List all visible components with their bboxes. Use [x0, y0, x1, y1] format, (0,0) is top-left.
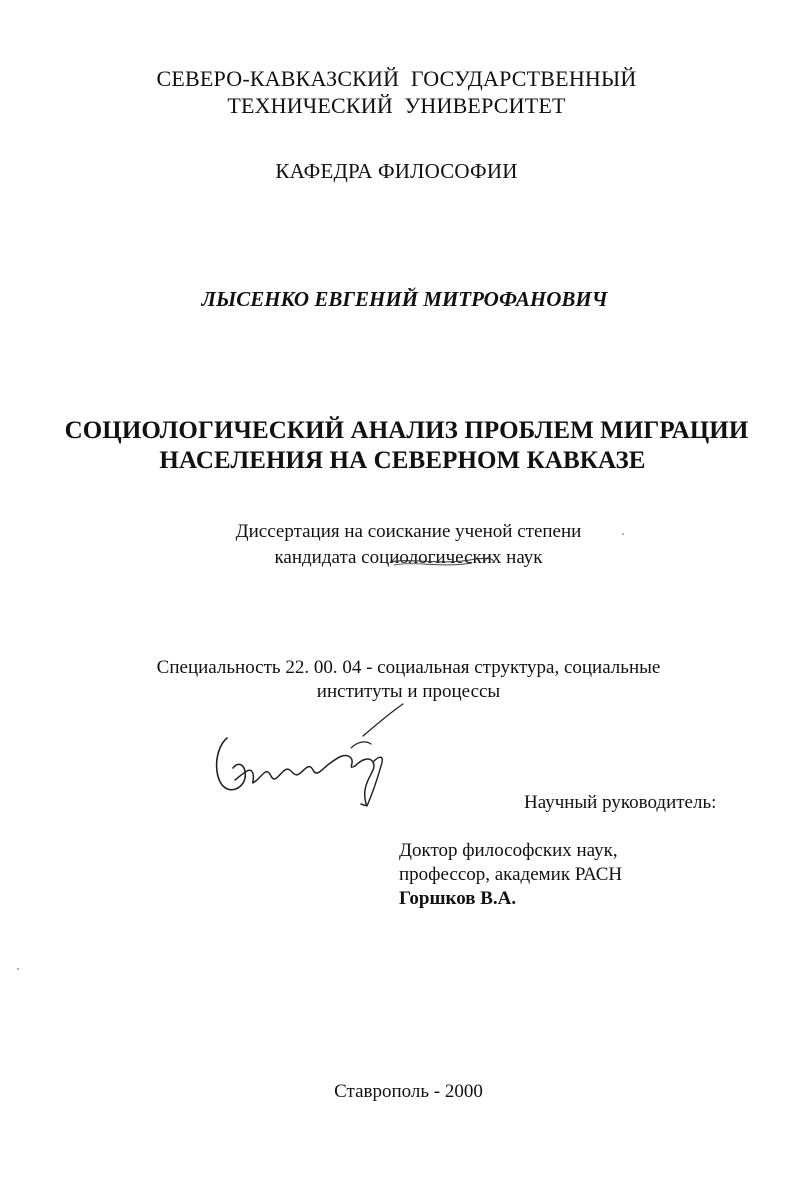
- supervisor-degree: Доктор философских наук,: [399, 840, 618, 861]
- specialty-line-1: Специальность 22. 00. 04 - социальная структура, социальные: [156, 657, 661, 678]
- scan-speck: [622, 533, 624, 535]
- department-name: КАФЕДРА ФИЛОСОФИИ: [275, 159, 518, 183]
- supervisor-name: Горшков В.А.: [399, 888, 517, 909]
- overprint-marks: [380, 549, 500, 573]
- university-line-2: ТЕХНИЧЕСКИЙ УНИВЕРСИТЕТ: [227, 93, 566, 118]
- supervisor-label: Научный руководитель:: [524, 792, 717, 813]
- university-line-1: СЕВЕРО-КАВКАЗСКИЙ ГОСУДАРСТВЕННЫЙ: [156, 66, 637, 91]
- supervisor-position: профессор, академик РАСН: [399, 864, 623, 885]
- place-and-year: Ставрополь - 2000: [334, 1081, 483, 1102]
- scan-speck: [17, 968, 19, 970]
- degree-line-2: кандидата социологических наук: [274, 547, 543, 568]
- author-signature: [205, 700, 405, 825]
- specialty-line-2: институты и процессы: [316, 681, 501, 702]
- dissertation-title-line-2: НАСЕЛЕНИЯ НА СЕВЕРНОМ КАВКАЗЕ: [159, 447, 646, 474]
- degree-line-1: Диссертация на соискание ученой степени: [235, 521, 582, 542]
- dissertation-title-line-1: СОЦИОЛОГИЧЕСКИЙ АНАЛИЗ ПРОБЛЕМ МИГРАЦИИ: [64, 417, 749, 444]
- author-name: ЛЫСЕНКО ЕВГЕНИЙ МИТРОФАНОВИЧ: [201, 287, 608, 311]
